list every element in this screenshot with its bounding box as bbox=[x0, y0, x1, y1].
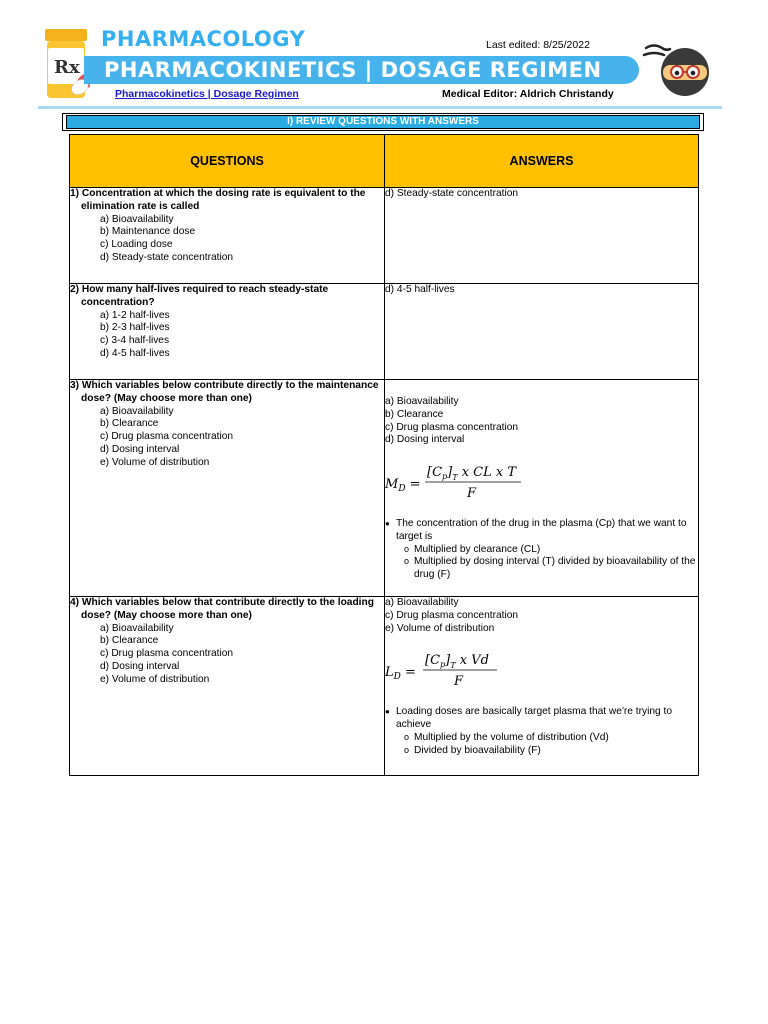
subject-title: PHARMACOLOGY bbox=[101, 27, 306, 51]
answer-cell bbox=[385, 380, 699, 597]
answers-header: ANSWERS bbox=[385, 135, 699, 188]
table-row bbox=[70, 188, 699, 284]
question-text: 1) Concentration at which the dosing rate is equivalent to the elimination rate is called bbox=[70, 188, 366, 212]
ninja-mascot-icon bbox=[640, 42, 712, 100]
option-item: c) Drug plasma concentration bbox=[100, 431, 234, 443]
sub-bullet-item: o Divided by bioavailability (F) bbox=[404, 745, 698, 758]
sub-bullet-item: o Multiplied by clearance (CL) bbox=[404, 544, 698, 557]
table-row bbox=[70, 284, 699, 380]
svg-text:LD =: $L_D$ = bbox=[385, 665, 416, 683]
maintenance-dose-formula bbox=[385, 461, 535, 503]
option-list bbox=[70, 623, 384, 687]
option-item: b) Clearance bbox=[100, 418, 159, 430]
table-header-row bbox=[70, 135, 699, 188]
option-item: b) 2-3 half-lives bbox=[100, 322, 170, 334]
option-item: c) Loading dose bbox=[100, 239, 173, 251]
answer-cell bbox=[385, 284, 699, 380]
document-link[interactable]: Pharmacokinetics | Dosage Regimen bbox=[115, 88, 299, 100]
option-item: c) Drug plasma concentration bbox=[100, 648, 234, 660]
option-list bbox=[70, 310, 384, 361]
question-cell bbox=[70, 284, 385, 380]
answer-list bbox=[385, 188, 698, 201]
answer-item: a) Bioavailability bbox=[385, 597, 459, 608]
option-list bbox=[70, 214, 384, 265]
table-row bbox=[70, 380, 699, 597]
answer-item: d) Steady-state concentration bbox=[385, 188, 519, 199]
svg-text:F: F bbox=[454, 674, 464, 690]
question-text: 3) Which variables below contribute directly to the maintenance dose? (May choose more than one) bbox=[70, 380, 379, 404]
question-text: 2) How many half-lives required to reach steady-state concentration? bbox=[70, 284, 329, 308]
last-edited-date: Last edited: 8/25/2022 bbox=[486, 39, 590, 51]
option-item: a) 1-2 half-lives bbox=[100, 309, 170, 321]
rx-logo-text: Rx bbox=[54, 57, 80, 78]
question-cell bbox=[70, 597, 385, 776]
header-divider bbox=[38, 106, 722, 109]
answer-item: e) Volume of distribution bbox=[385, 622, 495, 634]
section-title: I) REVIEW QUESTIONS WITH ANSWERS bbox=[66, 115, 700, 129]
answer-cell bbox=[385, 188, 699, 284]
bullet-item bbox=[385, 518, 698, 582]
answer-item: b) Clearance bbox=[385, 408, 444, 420]
sub-bullet-item: o Multiplied by dosing interval (T) divided by bioavailability of the drug (F) bbox=[404, 556, 698, 582]
answer-item: c) Drug plasma concentration bbox=[385, 421, 519, 433]
answer-cell bbox=[385, 597, 699, 776]
answer-list bbox=[385, 597, 698, 635]
option-item: d) 4-5 half-lives bbox=[100, 347, 170, 359]
option-item: e) Volume of distribution bbox=[100, 673, 210, 685]
sub-bullet-item: o Multiplied by the volume of distribution (Vd) bbox=[404, 732, 698, 745]
loading-dose-formula bbox=[385, 649, 535, 691]
option-item: b) Maintenance dose bbox=[100, 226, 196, 238]
option-item: a) Bioavailability bbox=[100, 213, 174, 225]
answer-item: d) Dosing interval bbox=[385, 434, 465, 446]
answer-list bbox=[385, 396, 698, 447]
questions-header: QUESTIONS bbox=[70, 135, 385, 188]
answer-item: d) 4-5 half-lives bbox=[385, 284, 455, 295]
question-text: 4) Which variables below that contribute directly to the loading dose? (May choose more than one) bbox=[70, 597, 374, 621]
option-item: d) Dosing interval bbox=[100, 660, 180, 672]
svg-text:F: F bbox=[467, 486, 477, 502]
svg-text:[Cp]T x Vd: $[C_p]_T$ x Vd bbox=[425, 653, 489, 671]
question-cell bbox=[70, 188, 385, 284]
option-item: c) 3-4 half-lives bbox=[100, 335, 170, 347]
option-item: b) Clearance bbox=[100, 635, 159, 647]
answer-item: c) Drug plasma concentration bbox=[385, 609, 519, 621]
page-title: PHARMACOKINETICS | DOSAGE REGIMEN bbox=[104, 58, 602, 82]
answer-list bbox=[385, 284, 698, 297]
bullet-item bbox=[385, 706, 698, 757]
svg-text:MD =: $M_D$ = bbox=[385, 477, 421, 495]
svg-text:[Cp]T x CL x T: $[C_p]_T$ x CL x T bbox=[427, 465, 517, 483]
sub-bullet-list bbox=[396, 544, 698, 582]
table-row bbox=[70, 597, 699, 776]
option-item: a) Bioavailability bbox=[100, 405, 174, 417]
option-item: a) Bioavailability bbox=[100, 622, 174, 634]
pill-bottle-logo bbox=[42, 28, 90, 100]
option-item: e) Volume of distribution bbox=[100, 456, 210, 468]
explanation-bullets bbox=[385, 518, 698, 582]
option-item: d) Dosing interval bbox=[100, 443, 180, 455]
answer-item: a) Bioavailability bbox=[385, 396, 459, 407]
bullet-text: The concentration of the drug in the plasma (Cp) that we want to target is bbox=[396, 517, 687, 542]
option-list bbox=[70, 406, 384, 470]
bullet-text: Loading doses are basically target plasma that we're trying to achieve bbox=[396, 706, 673, 730]
explanation-bullets bbox=[385, 706, 698, 757]
sub-bullet-list bbox=[396, 732, 698, 758]
medical-editor: Medical Editor: Aldrich Christandy bbox=[442, 88, 614, 100]
question-cell bbox=[70, 380, 385, 597]
option-item: d) Steady-state concentration bbox=[100, 251, 234, 263]
qa-table bbox=[69, 134, 699, 776]
